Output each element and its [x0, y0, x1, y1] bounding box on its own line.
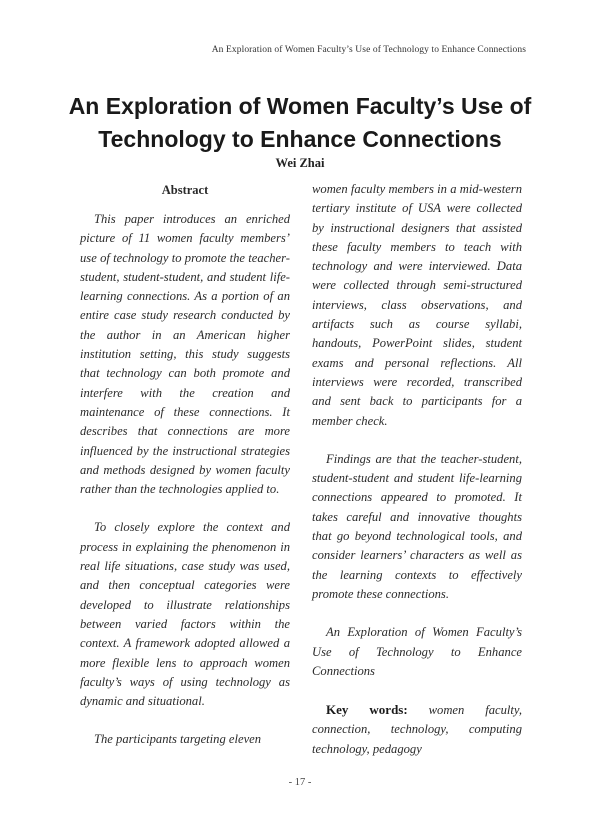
abstract-paragraph-3-text: The participants targeting eleven: [94, 732, 262, 747]
author-name: Wei Zhai: [275, 156, 325, 170]
paper-title-line-2: Technology to Enhance Connections: [98, 126, 502, 152]
abstract-paragraph-2: To closely explore the context and process in explaining the phenomenon in real life situations, case study was used, and then conceptual categories were developed to illustrate relationships between varied factors within the context. A framework adopted allowed a more flexible lens to approach women faculty’s ways of using technology as dynamic and situational.: [80, 520, 290, 709]
page-number: - 17 -: [288, 777, 312, 788]
abstract-paragraph-1: This paper introduces an enriched picture of 11 women faculty members’ use of technology to promote the teacher-student, student-student, and student life-learning connections. As a portion of an entire case study research conducted by the author in an American higher institution setting, this study suggests that technology can both promote and interfere with the creation and maintenance of these connections. It describes that connections are more influenced by the instructional strategies and methods designed by women faculty rather than the technologies applied to.: [80, 212, 290, 497]
keywords-line: [312, 700, 522, 759]
abstract-paragraph-3-continued: women faculty members in a mid-western tertiary institute of USA were collected by instructional designers that assisted these faculty members to teach with technology and were interviewed. Data were collected through semi-structured interviews, class observations, and artifacts such as course syllabi, handouts, PowerPoint slides, student exams and personal reflections. All interviews were recorded, transcribed and sent back to participants for a member check.: [312, 182, 522, 428]
right-column: [312, 180, 522, 759]
paper-title: [0, 90, 600, 156]
abstract-paragraph-5: An Exploration of Women Faculty’s Use of Technology to Enhance Connections: [312, 625, 522, 678]
keywords-text: women faculty, connection, technology, computing technology, pedagogy: [312, 703, 522, 756]
running-header: An Exploration of Women Faculty’s Use of Technology to Enhance Connections: [211, 45, 526, 55]
keywords-label: Key words:: [326, 702, 408, 718]
abstract-paragraph-4: Findings are that the teacher-student, student-student and student life-learning connections appeared to promoted. It takes careful and innovative thoughts that go beyond technological tools, and consider learners’ characters as well as the learning contexts to effectively promote these connections.: [312, 451, 522, 601]
abstract-heading: Abstract: [161, 183, 209, 197]
left-column: [80, 182, 290, 750]
abstract-paragraph-3: [80, 730, 290, 749]
paper-title-line-1: An Exploration of Women Faculty’s Use of: [68, 93, 532, 119]
